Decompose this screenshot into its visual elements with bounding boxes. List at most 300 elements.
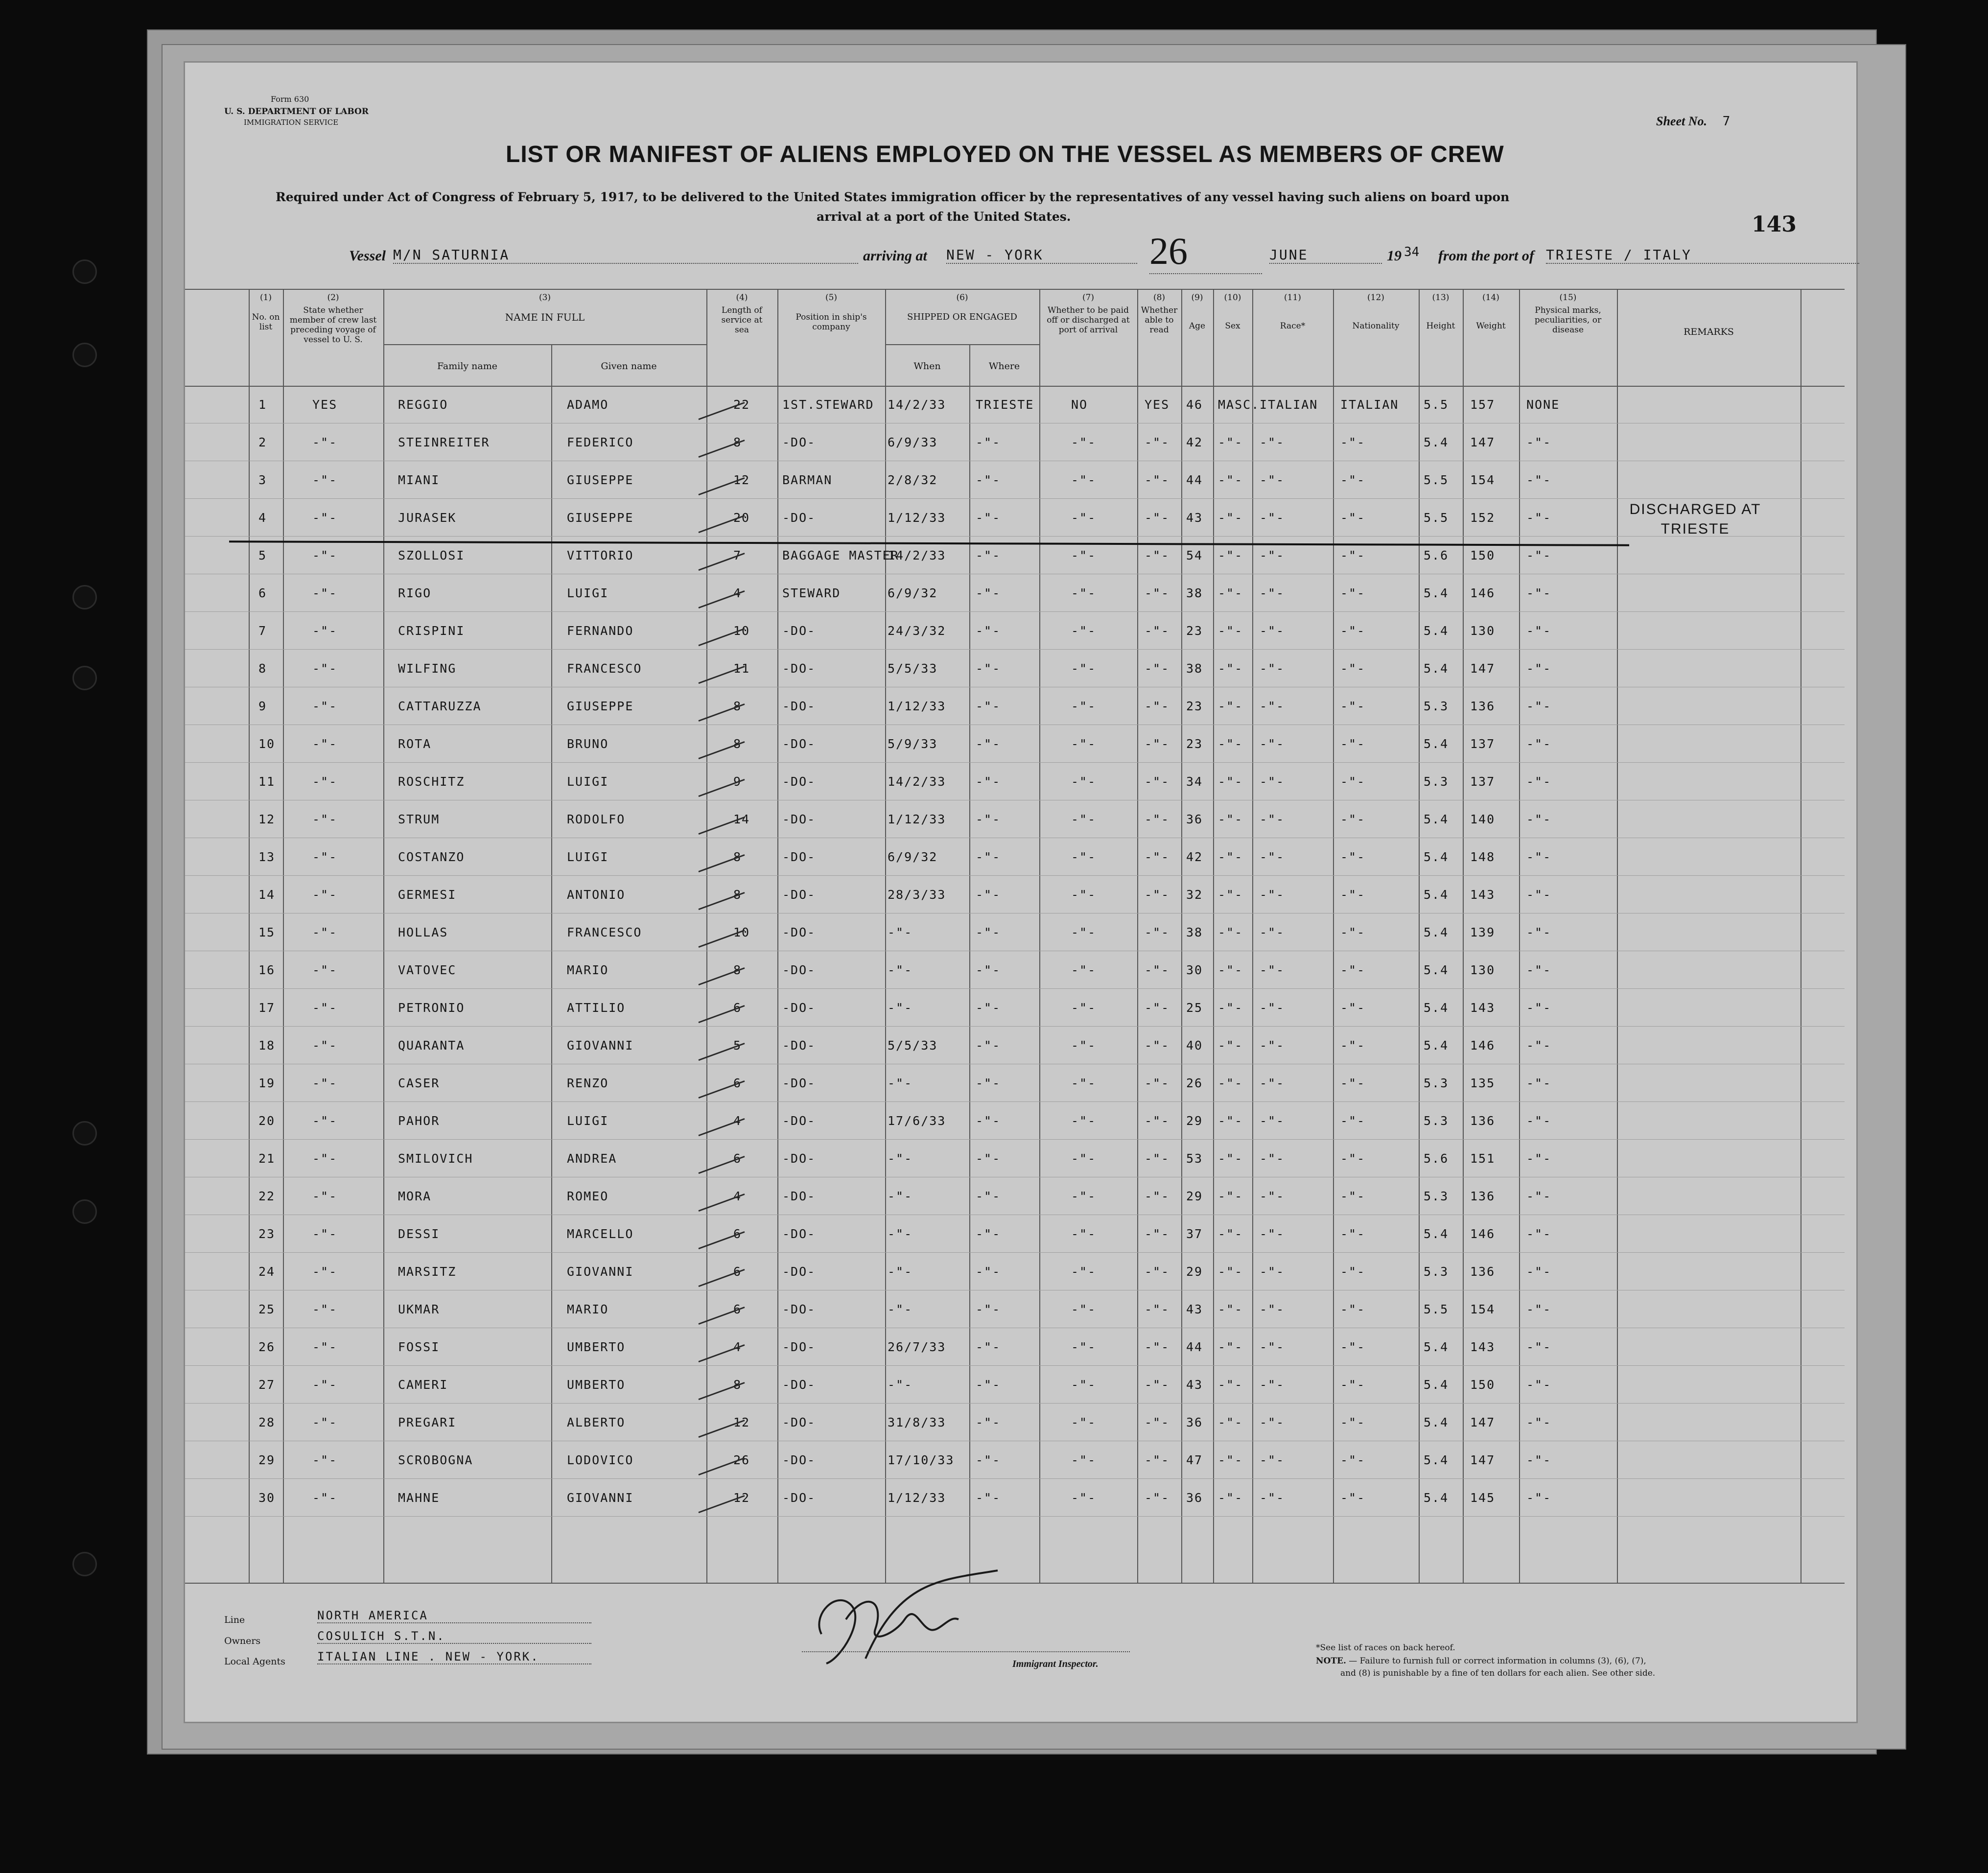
table-row <box>185 574 1845 612</box>
cell-row-number: 10 <box>258 737 276 751</box>
cell-paid-off: -"- <box>1071 1264 1097 1279</box>
cell-shipped-where: -"- <box>976 1302 1001 1316</box>
table-row <box>185 1064 1845 1102</box>
crew-table-body <box>185 386 1845 1583</box>
cell-position: -DO- <box>782 435 816 449</box>
cell-nationality: -"- <box>1340 1415 1366 1429</box>
cell-physical-marks: -"- <box>1526 1189 1552 1203</box>
cell-given-name: MARIO <box>567 963 609 977</box>
table-row <box>185 461 1845 499</box>
cell-prev-voyage: -"- <box>312 1227 338 1241</box>
page-title: LIST OR MANIFEST OF ALIENS EMPLOYED ON THE VESSEL AS MEMBERS OF CREW <box>506 141 1504 167</box>
table-row <box>185 1177 1845 1215</box>
cell-able-to-read: -"- <box>1145 1340 1170 1354</box>
cell-nationality: -"- <box>1340 1076 1366 1090</box>
cell-paid-off: -"- <box>1071 1415 1097 1429</box>
month-field: JUNE <box>1269 247 1382 264</box>
cell-sex: -"- <box>1218 435 1243 449</box>
cell-weight: 137 <box>1470 737 1496 751</box>
cell-sex: -"- <box>1218 1264 1243 1279</box>
cell-sex: -"- <box>1218 1302 1243 1316</box>
cell-able-to-read: -"- <box>1145 1378 1170 1392</box>
cell-given-name: ALBERTO <box>567 1415 626 1429</box>
cell-service-length: 22 <box>733 398 750 412</box>
manifest-sheet <box>184 61 1858 1723</box>
cell-shipped-when: 1/12/33 <box>888 511 946 525</box>
cell-paid-off: -"- <box>1071 586 1097 600</box>
from-port-label: from the port of <box>1438 248 1534 264</box>
cell-shipped-when: 14/2/33 <box>888 774 946 789</box>
cell-shipped-where: -"- <box>976 1076 1001 1090</box>
cell-height: 5.3 <box>1424 1114 1449 1128</box>
cell-race: -"- <box>1260 661 1285 676</box>
cell-weight: 154 <box>1470 1302 1496 1316</box>
cell-age: 43 <box>1186 1302 1203 1316</box>
cell-able-to-read: -"- <box>1145 1264 1170 1279</box>
cell-age: 36 <box>1186 1491 1203 1505</box>
page-number: 143 <box>1752 212 1797 237</box>
cell-sex: -"- <box>1218 1114 1243 1128</box>
cell-position: -DO- <box>782 511 816 525</box>
name-subheader-rule <box>383 344 706 345</box>
cell-height: 5.4 <box>1424 586 1449 600</box>
cell-shipped-when: -"- <box>888 1189 913 1203</box>
cell-weight: 143 <box>1470 888 1496 902</box>
cell-height: 5.4 <box>1424 1227 1449 1241</box>
cell-shipped-when: 6/9/32 <box>888 850 938 864</box>
cell-family-name: PETRONIO <box>398 1001 465 1015</box>
cell-weight: 151 <box>1470 1151 1496 1166</box>
cell-physical-marks: -"- <box>1526 548 1552 562</box>
cell-family-name: MORA <box>398 1189 432 1203</box>
table-row <box>185 1253 1845 1290</box>
col-header-paid-off <box>1042 293 1135 335</box>
cell-prev-voyage: -"- <box>312 737 338 751</box>
fine-note <box>1316 1656 1646 1666</box>
cell-prev-voyage: -"- <box>312 699 338 713</box>
cell-shipped-when: 6/9/32 <box>888 586 938 600</box>
cell-able-to-read: -"- <box>1145 850 1170 864</box>
arriving-label: arriving at <box>863 248 927 264</box>
cell-race: -"- <box>1260 1227 1285 1241</box>
cell-given-name: LUIGI <box>567 774 609 789</box>
cell-race: -"- <box>1260 1378 1285 1392</box>
cell-weight: 150 <box>1470 548 1496 562</box>
cell-row-number: 20 <box>258 1114 276 1128</box>
cell-position: -DO- <box>782 963 816 977</box>
cell-physical-marks: -"- <box>1526 1076 1552 1090</box>
cell-race: -"- <box>1260 1453 1285 1467</box>
col-number: (11) <box>1284 293 1301 303</box>
cell-shipped-when: 6/9/33 <box>888 435 938 449</box>
cell-weight: 147 <box>1470 1415 1496 1429</box>
cell-shipped-when: -"- <box>888 1227 913 1241</box>
cell-family-name: CRISPINI <box>398 624 465 638</box>
cell-row-number: 30 <box>258 1491 276 1505</box>
cell-service-length: 5 <box>733 1038 742 1053</box>
cell-service-length: 12 <box>733 1415 750 1429</box>
cell-age: 37 <box>1186 1227 1203 1241</box>
cell-nationality: -"- <box>1340 812 1366 826</box>
cell-shipped-where: -"- <box>976 699 1001 713</box>
cell-nationality: -"- <box>1340 548 1366 562</box>
cell-position: -DO- <box>782 737 816 751</box>
col-number: (10) <box>1224 293 1241 303</box>
cell-able-to-read: -"- <box>1145 925 1170 939</box>
form-number: Form 630 <box>271 94 309 104</box>
cell-given-name: RODOLFO <box>567 812 626 826</box>
cell-physical-marks: -"- <box>1526 1151 1552 1166</box>
cell-shipped-when: -"- <box>888 1264 913 1279</box>
cell-given-name: GIOVANNI <box>567 1491 634 1505</box>
cell-weight: 147 <box>1470 661 1496 676</box>
cell-prev-voyage: -"- <box>312 1038 338 1053</box>
cell-race: -"- <box>1260 586 1285 600</box>
inspector-label: Immigrant Inspector. <box>1012 1659 1099 1669</box>
cell-shipped-when: -"- <box>888 925 913 939</box>
cell-family-name: STRUM <box>398 812 440 826</box>
cell-sex: -"- <box>1218 888 1243 902</box>
sheet-value: 7 <box>1722 114 1731 129</box>
table-row <box>185 1479 1845 1517</box>
table-row <box>185 386 1845 423</box>
fine-note-2: and (8) is punishable by a fine of ten dollars for each alien. See other side. <box>1340 1668 1656 1678</box>
cell-paid-off: -"- <box>1071 1302 1097 1316</box>
cell-paid-off: -"- <box>1071 511 1097 525</box>
cell-row-number: 28 <box>258 1415 276 1429</box>
cell-height: 5.5 <box>1424 473 1449 487</box>
cell-physical-marks: -"- <box>1526 1227 1552 1241</box>
cell-physical-marks: -"- <box>1526 1038 1552 1053</box>
table-top-border <box>185 289 1845 290</box>
table-row <box>185 838 1845 876</box>
cell-weight: 136 <box>1470 699 1496 713</box>
cell-weight: 135 <box>1470 1076 1496 1090</box>
col-header-number <box>249 293 283 332</box>
cell-weight: 148 <box>1470 850 1496 864</box>
cell-height: 5.4 <box>1424 888 1449 902</box>
cell-family-name: CATTARUZZA <box>398 699 482 713</box>
cell-able-to-read: -"- <box>1145 473 1170 487</box>
cell-nationality: -"- <box>1340 586 1366 600</box>
cell-sex: -"- <box>1218 661 1243 676</box>
cell-age: 30 <box>1186 963 1203 977</box>
cell-physical-marks: -"- <box>1526 1491 1552 1505</box>
cell-able-to-read: -"- <box>1145 1415 1170 1429</box>
col-header-weight <box>1463 293 1519 331</box>
cell-paid-off: NO <box>1071 398 1088 412</box>
agents-label: Local Agents <box>224 1656 285 1667</box>
col-header-name <box>383 293 706 322</box>
cell-height: 5.4 <box>1424 850 1449 864</box>
cell-row-number: 22 <box>258 1189 276 1203</box>
cell-given-name: MARCELLO <box>567 1227 634 1241</box>
cell-race: -"- <box>1260 699 1285 713</box>
cell-height: 5.6 <box>1424 548 1449 562</box>
cell-race: -"- <box>1260 511 1285 525</box>
cell-given-name: GIUSEPPE <box>567 699 634 713</box>
cell-physical-marks: -"- <box>1526 963 1552 977</box>
cell-family-name: MIANI <box>398 473 440 487</box>
cell-position: STEWARD <box>782 586 841 600</box>
cell-shipped-when: 14/2/33 <box>888 548 946 562</box>
cell-sex: -"- <box>1218 511 1243 525</box>
cell-nationality: -"- <box>1340 1453 1366 1467</box>
cell-prev-voyage: -"- <box>312 1076 338 1090</box>
vessel-label: Vessel <box>349 248 386 264</box>
cell-given-name: ATTILIO <box>567 1001 626 1015</box>
cell-able-to-read: -"- <box>1145 661 1170 676</box>
cell-race: ITALIAN <box>1260 398 1318 412</box>
col-label: Whether able to read <box>1141 305 1178 335</box>
col-number: (15) <box>1559 293 1577 303</box>
cell-age: 38 <box>1186 925 1203 939</box>
cell-row-number: 1 <box>258 398 267 412</box>
col-header-service <box>706 293 777 335</box>
cell-weight: 157 <box>1470 398 1496 412</box>
cell-race: -"- <box>1260 925 1285 939</box>
cell-service-length: 8 <box>733 435 742 449</box>
cell-family-name: HOLLAS <box>398 925 448 939</box>
cell-able-to-read: -"- <box>1145 1491 1170 1505</box>
cell-position: -DO- <box>782 1453 816 1467</box>
cell-family-name: MARSITZ <box>398 1264 457 1279</box>
cell-sex: -"- <box>1218 1453 1243 1467</box>
cell-nationality: -"- <box>1340 699 1366 713</box>
cell-given-name: ANTONIO <box>567 888 626 902</box>
cell-weight: 136 <box>1470 1189 1496 1203</box>
cell-service-length: 26 <box>733 1453 750 1467</box>
cell-nationality: -"- <box>1340 850 1366 864</box>
cell-race: -"- <box>1260 473 1285 487</box>
cell-paid-off: -"- <box>1071 1378 1097 1392</box>
cell-weight: 146 <box>1470 586 1496 600</box>
cell-family-name: PAHOR <box>398 1114 440 1128</box>
cell-service-length: 11 <box>733 661 750 676</box>
cell-physical-marks: -"- <box>1526 812 1552 826</box>
cell-height: 5.5 <box>1424 511 1449 525</box>
cell-nationality: -"- <box>1340 435 1366 449</box>
cell-service-length: 7 <box>733 548 742 562</box>
cell-race: -"- <box>1260 435 1285 449</box>
col-number: (3) <box>538 293 551 303</box>
col-header-height <box>1419 293 1463 331</box>
cell-service-length: 10 <box>733 624 750 638</box>
cell-position: -DO- <box>782 1415 816 1429</box>
cell-age: 47 <box>1186 1453 1203 1467</box>
cell-physical-marks: -"- <box>1526 1378 1552 1392</box>
cell-weight: 137 <box>1470 774 1496 789</box>
owners-label: Owners <box>224 1636 261 1646</box>
cell-shipped-where: -"- <box>976 1264 1001 1279</box>
cell-given-name: ADAMO <box>567 398 609 412</box>
cell-shipped-where: -"- <box>976 963 1001 977</box>
cell-prev-voyage: -"- <box>312 1491 338 1505</box>
cell-nationality: -"- <box>1340 1302 1366 1316</box>
cell-shipped-when: 17/10/33 <box>888 1453 955 1467</box>
cell-shipped-where: -"- <box>976 624 1001 638</box>
cell-height: 5.4 <box>1424 737 1449 751</box>
cell-able-to-read: -"- <box>1145 1151 1170 1166</box>
cell-age: 43 <box>1186 511 1203 525</box>
cell-shipped-when: 28/3/33 <box>888 888 946 902</box>
cell-height: 5.4 <box>1424 624 1449 638</box>
cell-age: 44 <box>1186 473 1203 487</box>
cell-nationality: -"- <box>1340 473 1366 487</box>
cell-family-name: DESSI <box>398 1227 440 1241</box>
cell-shipped-when: 24/3/32 <box>888 624 946 638</box>
cell-given-name: LUIGI <box>567 1114 609 1128</box>
races-note: *See list of races on back hereof. <box>1316 1643 1455 1653</box>
table-row <box>185 725 1845 763</box>
cell-age: 46 <box>1186 398 1203 412</box>
col-number: (7) <box>1082 293 1095 303</box>
cell-prev-voyage: -"- <box>312 435 338 449</box>
cell-able-to-read: -"- <box>1145 1189 1170 1203</box>
col-label: Position in ship's company <box>795 312 867 332</box>
cell-position: BARMAN <box>782 473 833 487</box>
cell-shipped-where: -"- <box>976 1114 1001 1128</box>
cell-physical-marks: -"- <box>1526 624 1552 638</box>
cell-prev-voyage: -"- <box>312 586 338 600</box>
cell-position: -DO- <box>782 812 816 826</box>
cell-paid-off: -"- <box>1071 1076 1097 1090</box>
cell-shipped-when: 2/8/32 <box>888 473 938 487</box>
col-header-where: Where <box>988 361 1020 372</box>
cell-able-to-read: -"- <box>1145 586 1170 600</box>
cell-shipped-where: -"- <box>976 737 1001 751</box>
cell-paid-off: -"- <box>1071 1151 1097 1166</box>
cell-shipped-when: -"- <box>888 1076 913 1090</box>
cell-family-name: UKMAR <box>398 1302 440 1316</box>
cell-row-number: 9 <box>258 699 267 713</box>
cell-race: -"- <box>1260 548 1285 562</box>
cell-age: 53 <box>1186 1151 1203 1166</box>
cell-height: 5.4 <box>1424 1453 1449 1467</box>
cell-race: -"- <box>1260 1001 1285 1015</box>
cell-shipped-when: 26/7/33 <box>888 1340 946 1354</box>
cell-weight: 152 <box>1470 511 1496 525</box>
cell-position: -DO- <box>782 1001 816 1015</box>
cell-service-length: 6 <box>733 1302 742 1316</box>
cell-physical-marks: -"- <box>1526 1453 1552 1467</box>
cell-family-name: SCROBOGNA <box>398 1453 473 1467</box>
cell-row-number: 13 <box>258 850 276 864</box>
cell-service-length: 8 <box>733 1378 742 1392</box>
cell-shipped-where: -"- <box>976 586 1001 600</box>
cell-paid-off: -"- <box>1071 624 1097 638</box>
cell-row-number: 5 <box>258 548 267 562</box>
cell-family-name: GERMESI <box>398 888 457 902</box>
cell-height: 5.4 <box>1424 812 1449 826</box>
col-label: Nationality <box>1352 321 1400 331</box>
table-row <box>185 687 1845 725</box>
cell-given-name: FEDERICO <box>567 435 634 449</box>
cell-age: 32 <box>1186 888 1203 902</box>
punch-hole <box>72 259 97 284</box>
cell-prev-voyage: -"- <box>312 1415 338 1429</box>
cell-row-number: 16 <box>258 963 276 977</box>
cell-row-number: 25 <box>258 1302 276 1316</box>
cell-nationality: -"- <box>1340 737 1366 751</box>
cell-shipped-where: -"- <box>976 925 1001 939</box>
cell-sex: -"- <box>1218 925 1243 939</box>
cell-sex: -"- <box>1218 1415 1243 1429</box>
cell-nationality: -"- <box>1340 963 1366 977</box>
cell-weight: 130 <box>1470 963 1496 977</box>
cell-age: 23 <box>1186 699 1203 713</box>
cell-prev-voyage: -"- <box>312 548 338 562</box>
cell-able-to-read: -"- <box>1145 511 1170 525</box>
line-value: NORTH AMERICA <box>317 1609 591 1623</box>
cell-shipped-when: 5/5/33 <box>888 661 938 676</box>
table-row <box>185 913 1845 951</box>
cell-age: 36 <box>1186 1415 1203 1429</box>
cell-sex: -"- <box>1218 586 1243 600</box>
cell-shipped-where: -"- <box>976 1151 1001 1166</box>
table-row <box>185 1290 1845 1328</box>
cell-physical-marks: -"- <box>1526 737 1552 751</box>
cell-paid-off: -"- <box>1071 1114 1097 1128</box>
cell-given-name: LUIGI <box>567 850 609 864</box>
cell-paid-off: -"- <box>1071 473 1097 487</box>
cell-shipped-when: 5/5/33 <box>888 1038 938 1053</box>
cell-family-name: QUARANTA <box>398 1038 465 1053</box>
cell-age: 42 <box>1186 435 1203 449</box>
cell-sex: -"- <box>1218 737 1243 751</box>
cell-sex: -"- <box>1218 1227 1243 1241</box>
cell-shipped-where: -"- <box>976 888 1001 902</box>
cell-age: 34 <box>1186 774 1203 789</box>
col-header-age <box>1181 293 1213 331</box>
cell-weight: 154 <box>1470 473 1496 487</box>
cell-physical-marks: -"- <box>1526 435 1552 449</box>
cell-able-to-read: -"- <box>1145 888 1170 902</box>
col-label: Race* <box>1280 321 1306 331</box>
cell-paid-off: -"- <box>1071 1189 1097 1203</box>
col-number: (8) <box>1153 293 1166 303</box>
cell-prev-voyage: -"- <box>312 850 338 864</box>
cell-position: -DO- <box>782 1151 816 1166</box>
cell-race: -"- <box>1260 1340 1285 1354</box>
cell-height: 5.4 <box>1424 1491 1449 1505</box>
cell-sex: -"- <box>1218 812 1243 826</box>
cell-sex: MASC. <box>1218 398 1260 412</box>
cell-given-name: GIOVANNI <box>567 1264 634 1279</box>
cell-age: 25 <box>1186 1001 1203 1015</box>
cell-sex: -"- <box>1218 1378 1243 1392</box>
cell-physical-marks: -"- <box>1526 850 1552 864</box>
cell-sex: -"- <box>1218 473 1243 487</box>
cell-position: -DO- <box>782 888 816 902</box>
table-row <box>185 1140 1845 1177</box>
cell-prev-voyage: -"- <box>312 925 338 939</box>
cell-prev-voyage: -"- <box>312 661 338 676</box>
col-number: (2) <box>327 293 339 303</box>
cell-shipped-where: -"- <box>976 1189 1001 1203</box>
cell-physical-marks: -"- <box>1526 1415 1552 1429</box>
cell-service-length: 10 <box>733 925 750 939</box>
cell-race: -"- <box>1260 737 1285 751</box>
subtitle-line1: Required under Act of Congress of February 5, 1917, to be delivered to the United States immigration officer by the representatives of any vessel having such aliens on board upon <box>276 190 1510 204</box>
cell-shipped-when: 14/2/33 <box>888 398 946 412</box>
cell-prev-voyage: -"- <box>312 812 338 826</box>
table-row <box>185 650 1845 687</box>
cell-prev-voyage: -"- <box>312 1302 338 1316</box>
cell-given-name: UMBERTO <box>567 1340 626 1354</box>
cell-able-to-read: -"- <box>1145 1038 1170 1053</box>
cell-age: 26 <box>1186 1076 1203 1090</box>
